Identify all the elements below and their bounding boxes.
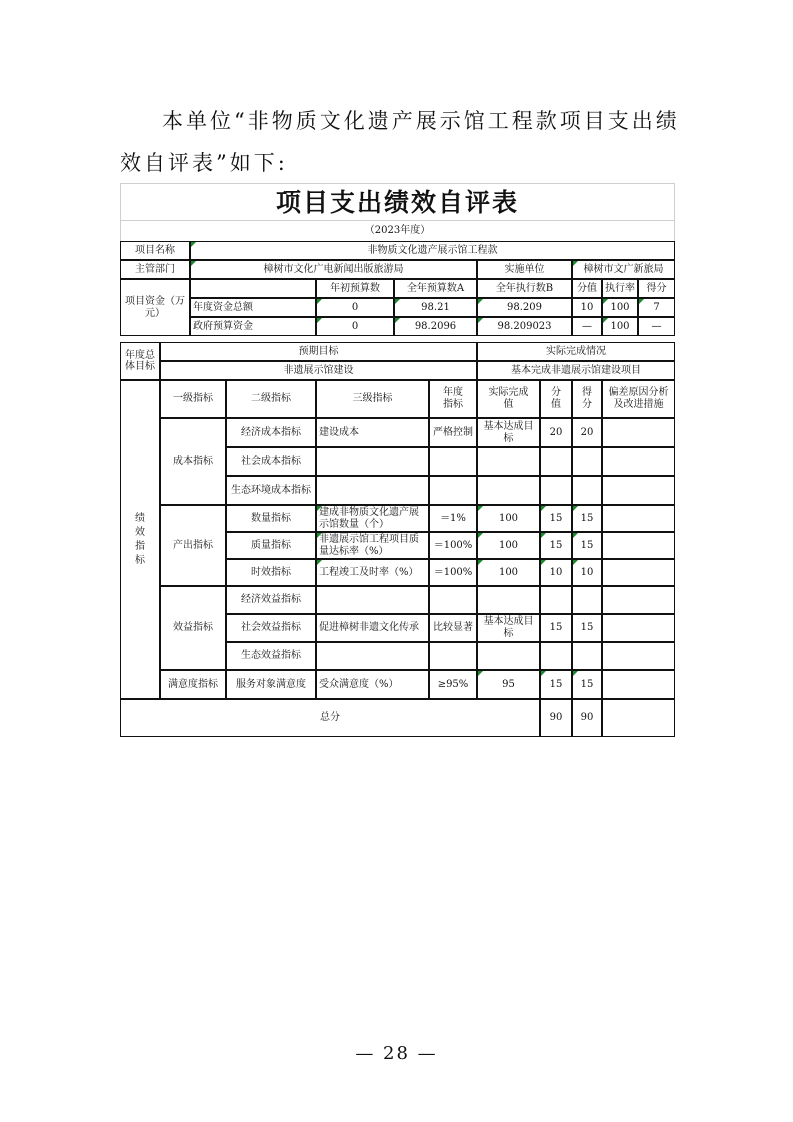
indicator-l2: 社会效益指标 (226, 614, 316, 642)
goal-actual-value: 基本完成非遗展示馆建设项目 (477, 361, 675, 380)
indicator-got: 15 (572, 670, 602, 699)
total-got: 90 (572, 699, 602, 737)
funds-cell: — (638, 317, 675, 336)
funds-cell: 98.21 (394, 298, 477, 317)
indicator-target: ＝1% (429, 505, 477, 532)
indicator-score (540, 586, 572, 614)
dept-value: 樟树市文化广电新闻出版旅游局 (190, 260, 477, 279)
indicator-score: 15 (540, 670, 572, 699)
funds-cell: 0 (316, 298, 394, 317)
intro-paragraph: 本单位“非物质文化遗产展示馆工程款项目支出绩效自评表”如下: (120, 109, 680, 175)
funds-header: 得分 (638, 279, 675, 298)
goal-label: 年度总体目标 (120, 342, 160, 380)
indicator-note (602, 586, 675, 614)
indicator-got: 15 (572, 532, 602, 559)
funds-header: 年初预算数 (316, 279, 394, 298)
indicator-score (540, 447, 572, 476)
funds-cell: 10 (572, 298, 602, 317)
indicator-target (429, 586, 477, 614)
perf-header-l2: 二级指标 (226, 380, 316, 418)
indicator-target: ≥95% (429, 670, 477, 699)
total-note (602, 699, 675, 737)
impl-value: 樟树市文广新旅局 (572, 260, 675, 279)
total-label: 总分 (120, 699, 540, 737)
funds-cell: 0 (316, 317, 394, 336)
indicator-score: 15 (540, 614, 572, 642)
self-evaluation-form (120, 183, 675, 738)
indicator-l2: 生态效益指标 (226, 642, 316, 670)
project-name-value: 非物质文化遗产展示馆工程款 (190, 241, 675, 260)
project-name-label: 项目名称 (120, 241, 190, 260)
indicator-actual: 100 (477, 532, 540, 559)
performance-label: 绩效指标 (120, 380, 160, 699)
funds-label: 项目资金（万元） (120, 279, 190, 336)
indicator-l3: 工程竣工及时率（%） (316, 559, 429, 586)
indicator-actual: 95 (477, 670, 540, 699)
funds-cell: 7 (638, 298, 675, 317)
indicator-l3 (316, 642, 429, 670)
indicator-got (572, 476, 602, 505)
indicator-score (540, 476, 572, 505)
goal-actual-header: 实际完成情况 (477, 342, 675, 361)
indicator-got: 15 (572, 505, 602, 532)
funds-cell: — (572, 317, 602, 336)
dept-label: 主管部门 (120, 260, 190, 279)
indicator-actual (477, 586, 540, 614)
page-number: — 28 — (355, 1043, 438, 1064)
indicator-l3: 建成非物质文化遗产展示馆数量（个） (316, 505, 429, 532)
funds-header-blank (190, 279, 316, 298)
indicator-note (602, 614, 675, 642)
indicator-actual: 100 (477, 505, 540, 532)
indicator-l3: 建设成本 (316, 418, 429, 447)
indicator-note (602, 670, 675, 699)
funds-row-label: 政府预算资金 (190, 317, 316, 336)
indicator-got (572, 586, 602, 614)
perf-header-actual: 实际完成值 (477, 380, 540, 418)
indicator-note (602, 532, 675, 559)
perf-header-score: 分值 (540, 380, 572, 418)
form-title: 项目支出绩效自评表 (120, 183, 675, 221)
indicator-score: 15 (540, 505, 572, 532)
output-group: 产出指标 (160, 505, 226, 586)
indicator-l3 (316, 586, 429, 614)
funds-header: 分值 (572, 279, 602, 298)
indicator-target (429, 642, 477, 670)
indicator-l3: 受众满意度（%） (316, 670, 429, 699)
benefit-group: 效益指标 (160, 586, 226, 670)
indicator-target (429, 476, 477, 505)
indicator-l2: 经济效益指标 (226, 586, 316, 614)
indicator-l2: 服务对象满意度 (226, 670, 316, 699)
indicator-note (602, 559, 675, 586)
indicator-actual: 基本达成目标 (477, 614, 540, 642)
indicator-l2: 社会成本指标 (226, 447, 316, 476)
impl-label: 实施单位 (477, 260, 572, 279)
indicator-got: 20 (572, 418, 602, 447)
perf-header-note: 偏差原因分析及改进措施 (602, 380, 675, 418)
satisfaction-group: 满意度指标 (160, 670, 226, 699)
funds-cell: 98.209 (477, 298, 572, 317)
indicator-actual: 基本达成目标 (477, 418, 540, 447)
indicator-got: 10 (572, 559, 602, 586)
indicator-score: 20 (540, 418, 572, 447)
indicator-actual (477, 642, 540, 670)
indicator-l2: 生态环境成本指标 (226, 476, 316, 505)
indicator-got (572, 642, 602, 670)
indicator-l3: 非遗展示馆工程项目质量达标率（%） (316, 532, 429, 559)
indicator-target: 比较显著 (429, 614, 477, 642)
indicator-note (602, 642, 675, 670)
funds-header: 全年预算数A (394, 279, 477, 298)
funds-cell: 98.209023 (477, 317, 572, 336)
indicator-note (602, 505, 675, 532)
indicator-got (572, 447, 602, 476)
indicator-target: ＝100% (429, 559, 477, 586)
indicator-actual (477, 476, 540, 505)
funds-cell: 100 (602, 298, 638, 317)
indicator-note (602, 476, 675, 505)
goal-expected-value: 非遗展示馆建设 (160, 361, 477, 380)
indicator-l3 (316, 447, 429, 476)
goal-expected-header: 预期目标 (160, 342, 477, 361)
indicator-actual: 100 (477, 559, 540, 586)
cost-group: 成本指标 (160, 418, 226, 505)
funds-cell: 100 (602, 317, 638, 336)
indicator-score: 15 (540, 532, 572, 559)
perf-header-l1: 一级指标 (160, 380, 226, 418)
indicator-got: 15 (572, 614, 602, 642)
funds-cell: 98.2096 (394, 317, 477, 336)
indicator-l2: 经济成本指标 (226, 418, 316, 447)
indicator-l3: 促进樟树非遗文化传承 (316, 614, 429, 642)
indicator-l2: 数量指标 (226, 505, 316, 532)
perf-header-l3: 三级指标 (316, 380, 429, 418)
form-year: （2023年度） (120, 221, 675, 241)
funds-header: 执行率 (602, 279, 638, 298)
indicator-note (602, 447, 675, 476)
indicator-target: 严格控制 (429, 418, 477, 447)
funds-header: 全年执行数B (477, 279, 572, 298)
indicator-score: 10 (540, 559, 572, 586)
indicator-l2: 质量指标 (226, 532, 316, 559)
indicator-target: ＝100% (429, 532, 477, 559)
perf-header-target: 年度指标 (429, 380, 477, 418)
indicator-score (540, 642, 572, 670)
indicator-target (429, 447, 477, 476)
total-score: 90 (540, 699, 572, 737)
indicator-note (602, 418, 675, 447)
indicator-l2: 时效指标 (226, 559, 316, 586)
indicator-actual (477, 447, 540, 476)
funds-row-label: 年度资金总额 (190, 298, 316, 317)
perf-header-got: 得分 (572, 380, 602, 418)
indicator-l3 (316, 476, 429, 505)
